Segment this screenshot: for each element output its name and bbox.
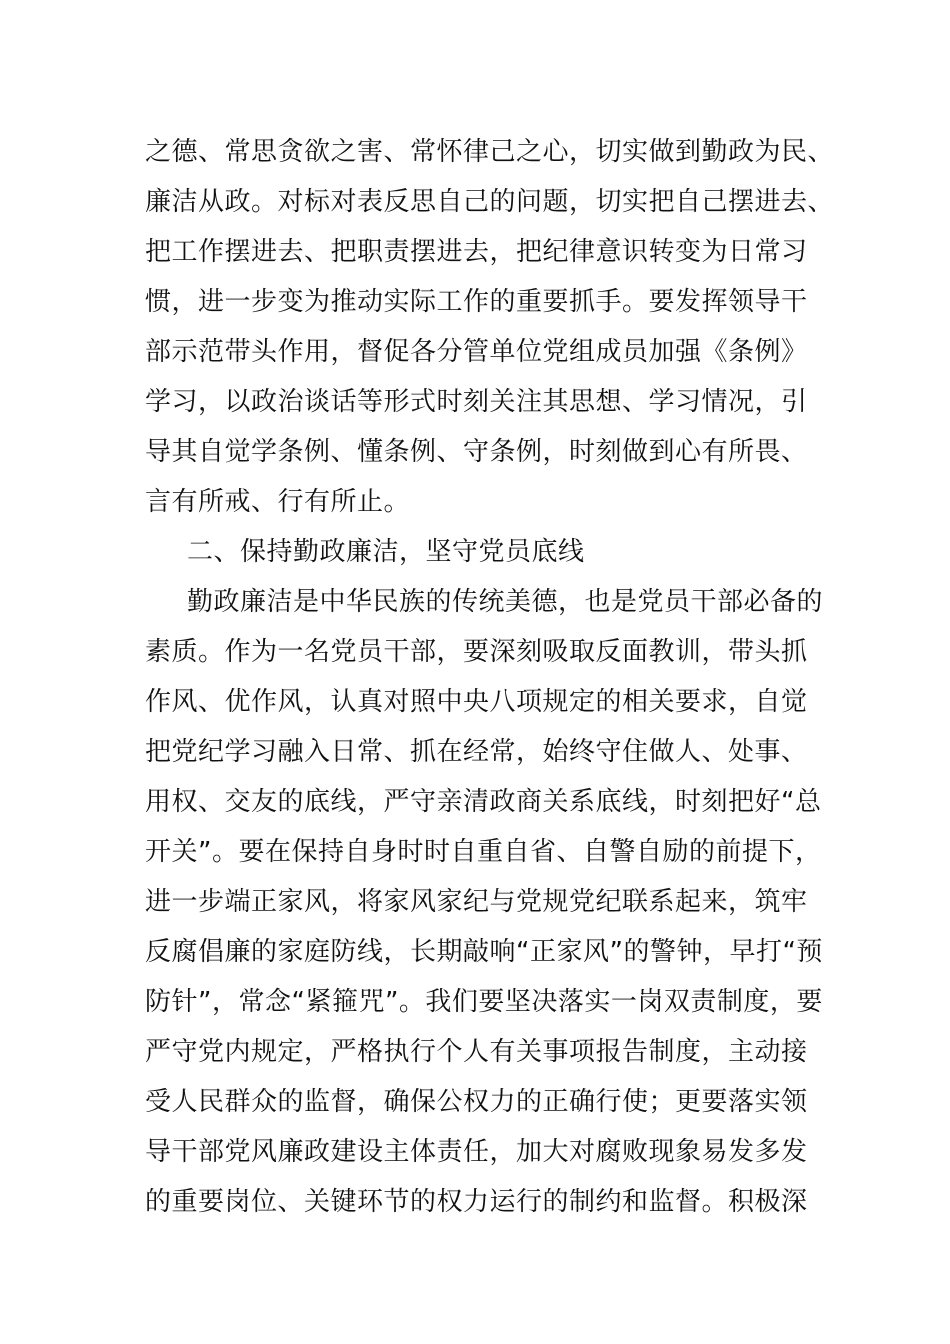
paragraph-line: 导其自觉学条例、懂条例、守条例，时刻做到心有所畏、 xyxy=(145,437,808,467)
paragraph-line: 勤政廉洁是中华民族的传统美德，也是党员干部必备的 xyxy=(187,587,824,617)
paragraph-line: 的重要岗位、关键环节的权力运行的制约和监督。积极深 xyxy=(145,1187,808,1217)
paragraph-line: 导干部党风廉政建设主体责任，加大对腐败现象易发多发 xyxy=(145,1137,808,1167)
paragraph-line: 进一步端正家风，将家风家纪与党规党纪联系起来，筑牢 xyxy=(145,887,808,917)
section-heading: 二、保持勤政廉洁，坚守党员底线 xyxy=(187,537,585,567)
paragraph-line: 把党纪学习融入日常、抓在经常，始终守住做人、处事、 xyxy=(145,737,808,767)
paragraph-line: 惯，进一步变为推动实际工作的重要抓手。要发挥领导干 xyxy=(145,287,808,317)
paragraph-line: 之德、常思贪欲之害、常怀律己之心，切实做到勤政为民、 xyxy=(145,137,835,167)
paragraph-line: 作风、优作风，认真对照中央八项规定的相关要求，自觉 xyxy=(145,687,808,717)
paragraph-line: 把工作摆进去、把职责摆进去，把纪律意识转变为日常习 xyxy=(145,237,808,267)
paragraph-line: 开关”。要在保持自身时时自重自省、自警自励的前提下， xyxy=(145,837,822,867)
paragraph-line: 用权、交友的底线，严守亲清政商关系底线，时刻把好“总 xyxy=(145,787,822,817)
paragraph-line: 反腐倡廉的家庭防线，长期敲响“正家风”的警钟，早打“预 xyxy=(145,937,823,967)
paragraph-line: 学习，以政治谈话等形式时刻关注其思想、学习情况，引 xyxy=(145,387,808,417)
paragraph-line: 受人民群众的监督，确保公权力的正确行使；更要落实领 xyxy=(145,1087,808,1117)
paragraph-line: 部示范带头作用，督促各分管单位党组成员加强《条例》 xyxy=(145,337,808,367)
document-body xyxy=(145,127,835,1227)
paragraph-line: 防针”，常念“紧箍咒”。我们要坚决落实一岗双责制度，要 xyxy=(145,987,823,1017)
paragraph-line: 言有所戒、行有所止。 xyxy=(145,487,411,517)
paragraph-line: 素质。作为一名党员干部，要深刻吸取反面教训，带头抓 xyxy=(145,637,808,667)
paragraph-line: 严守党内规定，严格执行个人有关事项报告制度，主动接 xyxy=(145,1037,808,1067)
paragraph-line: 廉洁从政。对标对表反思自己的问题，切实把自己摆进去、 xyxy=(145,187,835,217)
